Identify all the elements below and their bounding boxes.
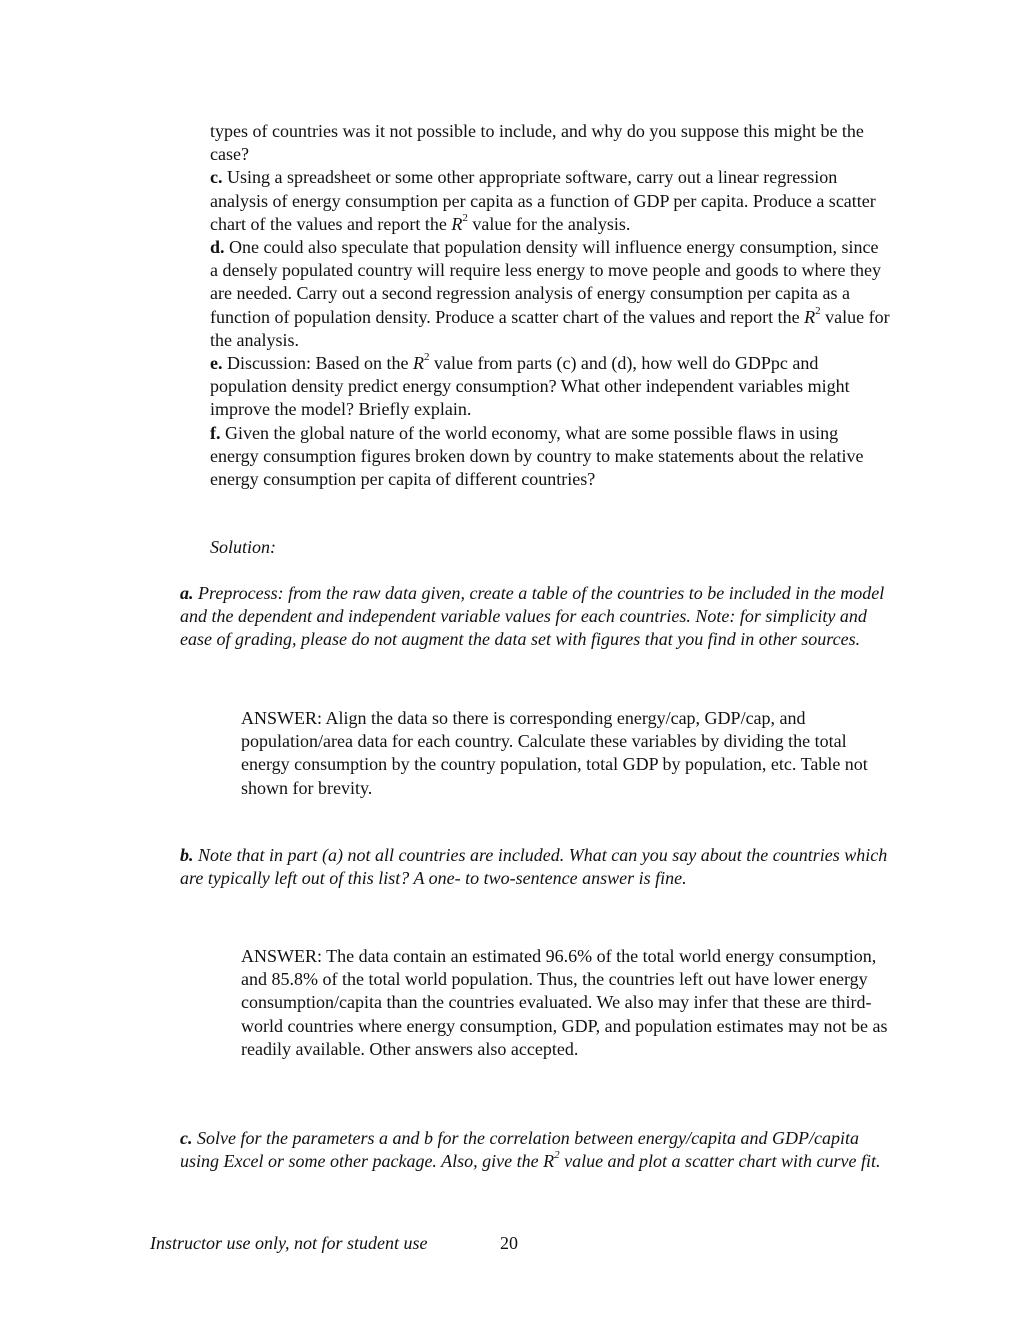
question-b-continued: types of countries was it not possible to include, and why do you suppose this might be the case? xyxy=(210,121,864,165)
part-a-prompt-text: Preprocess: from the raw data given, create a table of the countries to be included in the model and the dependent and independent variable values for each countries. Note: for simplicity and ease of grading, please do not augment the data set with figures that you find in other sources. xyxy=(180,583,885,650)
part-a-prompt xyxy=(180,582,890,652)
part-b-prompt xyxy=(180,844,890,890)
question-d-label: d. xyxy=(210,237,225,258)
question-c-text-1: Using a spreadsheet or some other appropriate software, carry out a linear regression analysis of energy consumption per capita as a function of GDP per capita. Produce a scatter chart of the values and report the xyxy=(210,167,876,234)
question-e-text-2: value from parts (c) and (d), how well do GDPpc and population density predict energy consumption? What other independent variables might improve the model? Briefly explain. xyxy=(210,353,850,420)
superscript: 2 xyxy=(815,304,821,317)
question-f xyxy=(210,422,890,492)
footer-note: Instructor use only, not for student use xyxy=(150,1233,428,1253)
solution-heading-text: Solution: xyxy=(210,537,276,557)
superscript: 2 xyxy=(424,351,430,364)
question-c xyxy=(210,166,890,236)
question-e-text-1: Discussion: Based on the xyxy=(222,353,413,374)
question-c-text-2: value for the analysis. xyxy=(467,213,631,234)
question-f-text: Given the global nature of the world economy, what are some possible flaws in using energy consumption figures broken down by country to make statements about the relative energy consumption per capita of different countries? xyxy=(210,422,864,490)
part-a-answer: ANSWER: Align the data so there is corresponding energy/cap, GDP/cap, and population/area data for each country. Calculate these variables by dividing the total energy consumption by the country population, total GDP by population, etc. Table not shown for brevity. xyxy=(241,708,868,798)
part-b-prompt-text: Note that in part (a) not all countries are included. What can you say about the countries which are typically left out of this list? A one- to two-sentence answer is fine. xyxy=(180,845,888,889)
question-d xyxy=(210,236,890,352)
question-f-label: f. xyxy=(210,422,221,443)
question-e-label: e. xyxy=(210,353,223,374)
part-b-answer: ANSWER: The data contain an estimated 96.6% of the total world energy consumption, and 85.8% of the total world population. Thus, the countries left out have lower energy consumption/capita than the countries evaluated. We also may infer that these are third-world countries where energy consumption, GDP, and population estimates may not be as readily available. Other answers also accepted. xyxy=(241,946,888,1059)
superscript: 2 xyxy=(554,1149,560,1162)
part-c-prompt-text-1: Solve for the parameters a and b for the correlation between energy/capita and GDP/capita using Excel or some other package. Also, give the R xyxy=(180,1128,860,1172)
r-symbol: R xyxy=(804,306,816,327)
question-e xyxy=(210,352,890,422)
question-c-label: c. xyxy=(210,167,223,188)
r-symbol: R xyxy=(413,353,424,374)
part-c-prompt-text-2: value and plot a scatter chart with curve fit. xyxy=(559,1151,881,1172)
part-a-label: a. xyxy=(180,583,194,603)
question-d-text-2: value for the analysis. xyxy=(210,306,890,350)
solution-heading xyxy=(210,536,276,559)
page-number: 20 xyxy=(500,1233,518,1253)
question-list xyxy=(210,120,890,491)
r-symbol: R xyxy=(451,213,463,234)
part-c-prompt xyxy=(180,1127,890,1173)
part-b-label: b. xyxy=(180,845,194,865)
superscript: 2 xyxy=(462,211,468,224)
question-d-text-1: One could also speculate that population density will influence energy consumption, since a densely populated country will require less energy to move people and goods to where they are needed. Carry out a second regression analysis of energy consumption per capita as a function of population density. Produce a scatter chart of the values and report the xyxy=(210,237,881,327)
part-c-label: c. xyxy=(180,1128,193,1148)
